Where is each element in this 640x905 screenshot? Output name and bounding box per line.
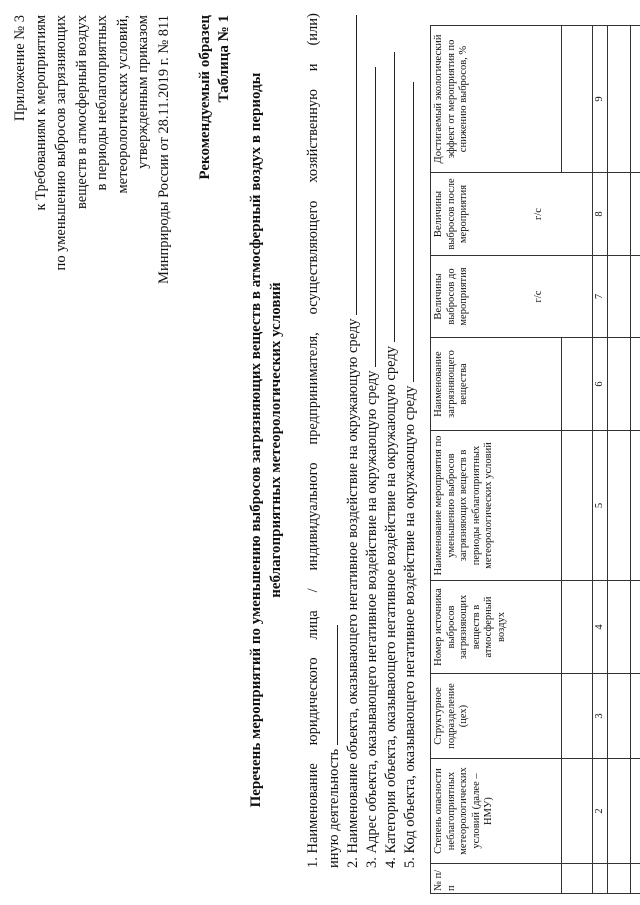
unit-before-label: г/с xyxy=(532,290,544,303)
unit-after-label: г/с xyxy=(532,208,544,220)
column-number: 8 xyxy=(593,173,608,256)
document-title xyxy=(246,60,286,820)
header-cell: Наименование загрязняющего вещества xyxy=(431,338,562,431)
fill-in-line[interactable] xyxy=(380,52,395,342)
header-cell: Номер источника выбросов загрязняющих веществ в атмосферный воздух xyxy=(431,581,562,674)
recommended-sample-text: Рекомендуемый образец xyxy=(197,15,213,180)
appendix-line: Минприроды России от 28.11.2019 г. № 811 xyxy=(155,15,172,284)
column-number: 3 xyxy=(593,674,608,759)
column-number: 5 xyxy=(593,431,608,581)
title-line-1: Перечень мероприятий по уменьшению выбросов загрязняющих веществ в атмосферный воздух в периоды xyxy=(248,72,264,808)
column-number: 7 xyxy=(593,256,608,338)
column-number: 2 xyxy=(593,759,608,864)
measures-table xyxy=(430,25,640,894)
appendix-line: метеорологических условий, xyxy=(114,15,131,194)
header-cell: Наименование мероприятия по уменьшению выбросов загрязняющих веществ в периоды неблагоприятных метеорологических условий xyxy=(431,431,562,581)
field-organization-name xyxy=(304,10,343,868)
table-empty-row xyxy=(608,26,631,894)
appendix-line: утвержденным приказом xyxy=(135,15,151,169)
field-object-address: 3. Адрес объекта, оказывающего негативное воздействие на окружающую среду xyxy=(361,67,381,868)
field-1-label: 1. Наименование юридического лица / индивидуального предпринимателя, осуществляющего хозяйственную и (или) xyxy=(305,13,321,868)
fill-in-line[interactable] xyxy=(399,82,414,382)
header-cell: Структурное подразделение (цех) xyxy=(431,674,562,759)
column-number: 4 xyxy=(593,581,608,674)
field-object-category: 4. Категория объекта, оказывающего негативное воздействие на окружающую среду xyxy=(380,52,400,868)
header-cell-before: Величины выбросов до мероприятия г/с xyxy=(431,256,593,338)
appendix-line: в периоды неблагоприятных xyxy=(94,15,110,191)
header-cell-after: Величины выбросов после мероприятия г/с xyxy=(431,173,593,256)
table-number-label: Таблица № 1 xyxy=(216,15,232,103)
title-line-2: неблагоприятных метеорологических условий xyxy=(268,282,284,598)
column-number: 6 xyxy=(593,338,608,431)
appendix-line: к Требованиям к мероприятиям xyxy=(32,15,49,211)
table-empty-row xyxy=(631,26,640,894)
table-column-number-row xyxy=(593,26,608,894)
header-cell: Достигаемый экологический эффект от мероприятия по снижению выбросов, % xyxy=(431,26,562,173)
field-1-line-2: иную деятельность xyxy=(323,10,343,868)
table-header-row xyxy=(431,26,562,894)
appendix-header xyxy=(10,15,174,345)
appendix-line: Приложение № 3 xyxy=(12,15,28,122)
column-number: 9 xyxy=(593,26,608,173)
header-cell: Степень опасности неблагоприятных метеорологических условий (далее – НМУ) xyxy=(431,759,562,864)
header-cell: № п/п xyxy=(431,864,562,894)
column-number xyxy=(593,864,608,894)
fill-in-line[interactable] xyxy=(342,15,357,315)
table-unit-row xyxy=(562,26,593,894)
fill-in-line[interactable] xyxy=(361,67,376,367)
appendix-line: веществ в атмосферный воздух xyxy=(73,15,90,209)
fill-in-line[interactable] xyxy=(323,625,338,745)
appendix-line: по уменьшению выбросов загрязняющих xyxy=(53,15,69,271)
field-object-name: 2. Наименование объекта, оказывающего негативное воздействие на окружающую среду xyxy=(342,15,362,868)
sample-label xyxy=(196,15,234,345)
field-object-code: 5. Код объекта, оказывающего негативное воздействие на окружающую среду xyxy=(399,82,419,868)
